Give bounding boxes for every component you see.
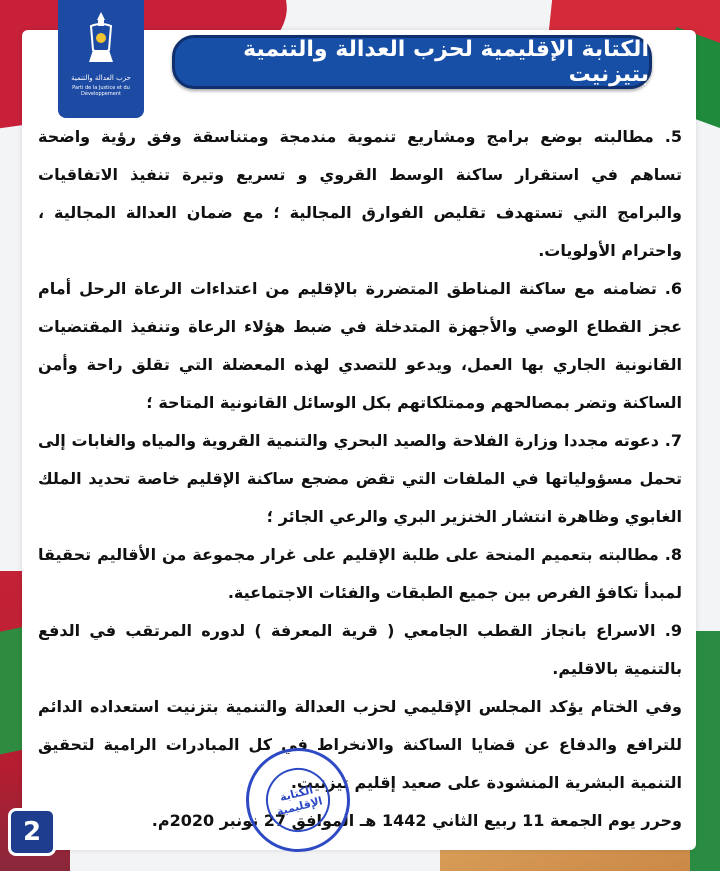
logo-text-arabic: حزب العدالة والتنمية [71, 74, 131, 82]
stamp-text: الكتابة الإقليمية [259, 761, 337, 839]
lamp-icon [83, 10, 119, 68]
document-body [38, 118, 682, 840]
party-logo [58, 0, 144, 118]
paragraph-9: 9. الاسراع بانجاز القطب الجامعي ( قرية المعرفة ) لدوره المرتقب في الدفع بالتنمية بالاقليم. [38, 621, 682, 678]
signoff-date: وحرر يوم الجمعة 11 ربيع الثاني 1442 هـ الموافق 27 نونبر 2020م. [151, 811, 682, 830]
closing-paragraph: وفي الختام يؤكد المجلس الإقليمي لحزب العدالة والتنمية بتزنيت استعداده الدائم للترافع والدفاع عن قضايا الساكنة والانخراط في كل المبادرات الرامية لتحقيق التنمية البشرية المنشودة على صعيد إقليم تيزنيت. [38, 697, 682, 792]
page-title: الكتابة الإقليمية لحزب العدالة والتنمية بتيزنيت [172, 35, 652, 89]
logo-text-french: Parti de la Justice et du Développement [72, 85, 130, 97]
paragraph-5: 5. مطالبته بوضع برامج ومشاريع تنموية مندمجة ومتناسقة وفق رؤية واضحة تساهم في استقرار ساكنة الوسط القروي و تسريع وتيرة تنفيذ الاتفاقيات والبرامج التي تستهدف تقليص الفوارق المجالية ؛ مع ضمان العدالة المجالية ، واحترام الأولويات. [38, 127, 682, 260]
paragraph-8: 8. مطالبته بتعميم المنحة على طلبة الإقليم على غرار مجموعة من الأقاليم تحقيقا لمبدأ تكافؤ الفرص بين جميع الطبقات والفئات الاجتماعية. [38, 545, 682, 602]
paragraph-7: 7. دعوته مجددا وزارة الفلاحة والصيد البحري والتنمية القروية والمياه والغابات إلى تحمل مسؤولياتها في الملفات التي تقض مضجع ساكنة الإقليم خاصة تحديد الملك الغابوي وظاهرة انتشار الخنزير البري والرعي الجائر ؛ [38, 431, 682, 526]
paragraph-6: 6. تضامنه مع ساكنة المناطق المتضررة بالإقليم من اعتداءات الرعاة الرحل أمام عجز القطاع الوصي والأجهزة المتدخلة في ضبط هؤلاء الرعاة وتنفيذ المقتضيات القانونية الجاري بها العمل، ويدعو للتصدي لهذه المعضلة التي تقلق راحة وأمن الساكنة وتضر بمصالحهم وممتلكاتهم بكل الوسائل القانونية المتاحة ؛ [38, 279, 682, 412]
page-number: 2 [8, 808, 56, 856]
